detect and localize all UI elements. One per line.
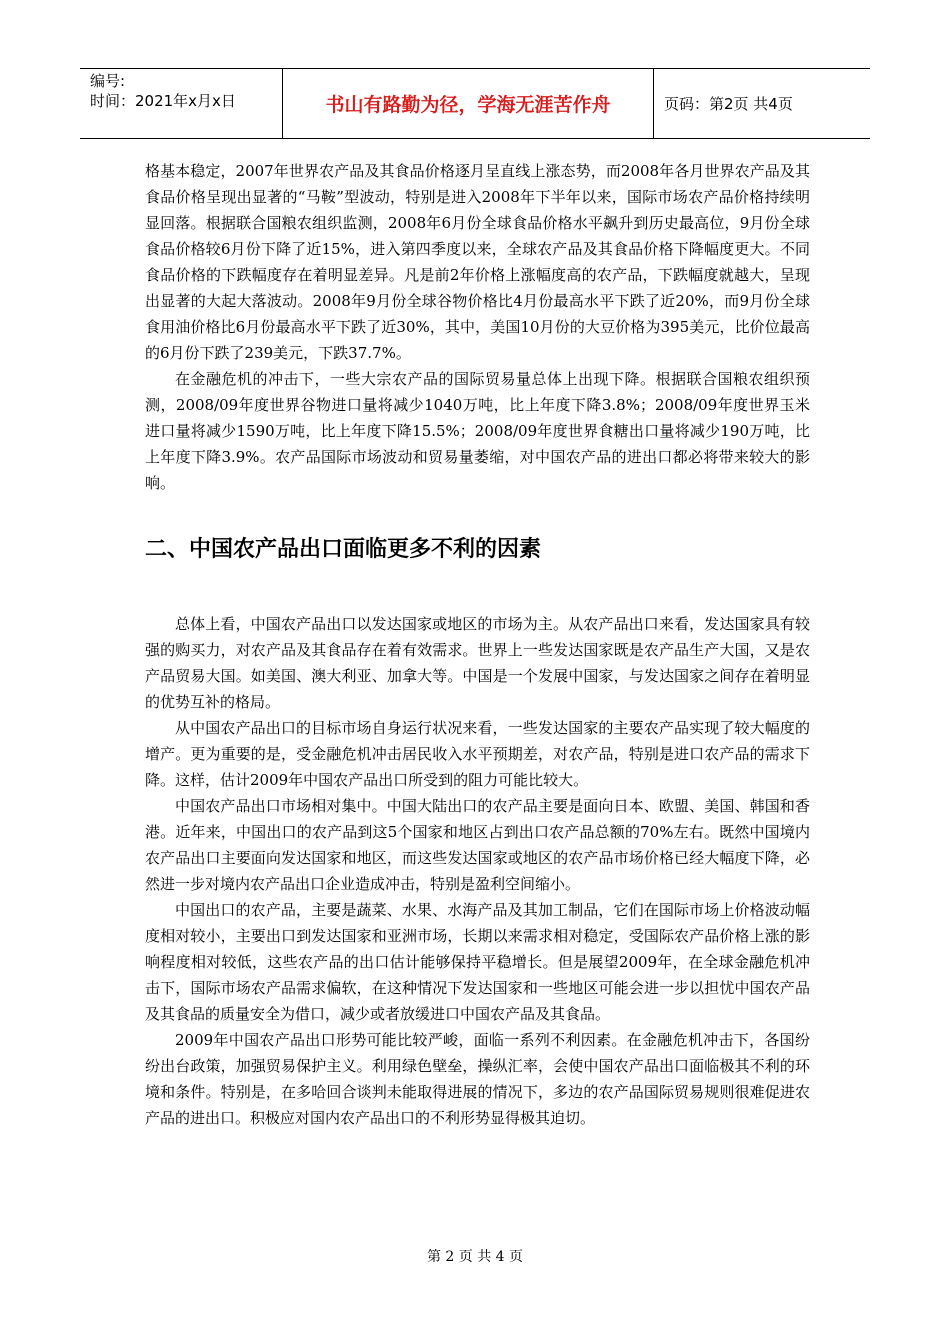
paragraph: 中国出口的农产品，主要是蔬菜、水果、水海产品及其加工制品，它们在国际市场上价格波动幅度相对较小，主要出口到发达国家和亚洲市场，长期以来需求相对稳定，受国际农产品价格上涨的影响程度相对较低，这些农产品的出口估计能够保持平稳增长。但是展望2009年，在全球金融危机冲击下，国际市场农产品需求偏软，在这种情况下发达国家和一些地区可能会进一步以担忧中国农产品及其食品的质量安全为借口，减少或者放缓进口中国农产品及其食品。 (145, 901, 810, 1023)
paragraph: 总体上看，中国农产品出口以发达国家或地区的市场为主。从农产品出口来看，发达国家具有较强的购买力，对农产品及其食品存在着有效需求。世界上一些发达国家既是农产品生产大国，又是农产品贸易大国。如美国、澳大利亚、加拿大等。中国是一个发展中国家，与发达国家之间存在着明显的优势互补的格局。 (145, 615, 810, 711)
page-footer: 第 2 页 共 4 页 (426, 1249, 524, 1265)
time-label: 时间：2021年x月x日 (90, 92, 236, 110)
paragraph: 格基本稳定，2007年世界农产品及其食品价格逐月呈直线上涨态势，而2008年各月世界农产品及其食品价格呈现出显著的“马鞍”型波动，特别是进入2008年下半年以来，国际市场农产品价格持续明显回落。根据联合国粮农组织监测，2008年6月份全球食品价格水平飙升到历史最高位，9月份全球食品价格较6月份下降了近15%，进入第四季度以来，全球农产品及其食品价格下降幅度更大。不同食品价格的下跌幅度存在着明显差异。凡是前2年价格上涨幅度高的农产品，下跌幅度就越大，呈现出显著的大起大落波动。2008年9月份全球谷物价格比4月份最高水平下跌了近20%，而9月份全球食用油价格比6月份最高水平下跌了近30%，其中，美国10月份的大豆价格为395美元，比价位最高的6月份下跌了239美元，下跌37.7%。 (145, 162, 810, 362)
paragraph: 从中国农产品出口的目标市场自身运行状况来看，一些发达国家的主要农产品实现了较大幅度的增产。更为重要的是，受金融危机冲击居民收入水平预期差，对农产品，特别是进口农产品的需求下降。这样，估计2009年中国农产品出口所受到的阻力可能比较大。 (145, 719, 810, 789)
header-meta (80, 69, 283, 138)
paragraph: 在金融危机的冲击下，一些大宗农产品的国际贸易量总体上出现下降。根据联合国粮农组织预测，2008/09年度世界谷物进口量将减少1040万吨，比上年度下降3.8%；2008/09年度世界玉米进口量将减少1590万吨，比上年度下降15.5%；2008/09年度世界食糖出口量将减少190万吨，比上年度下降3.9%。农产品国际市场波动和贸易量萎缩，对中国农产品的进出口都必将带来较大的影响。 (145, 370, 810, 492)
header-motto: 书山有路勤为径，学海无涯苦作舟 (283, 69, 654, 138)
header-page-info: 页码：第2页 共4页 (664, 95, 793, 113)
page-header (80, 68, 870, 139)
document-body (145, 158, 810, 1131)
paragraph: 中国农产品出口市场相对集中。中国大陆出口的农产品主要是面向日本、欧盟、美国、韩国和香港。近年来，中国出口的农产品到这5个国家和地区占到出口农产品总额的70%左右。既然中国境内农产品出口主要面向发达国家和地区，而这些发达国家或地区的农产品市场价格已经大幅度下降，必然进一步对境内农产品出口企业造成冲击，特别是盈利空间缩小。 (145, 797, 810, 893)
paragraph: 2009年中国农产品出口形势可能比较严峻，面临一系列不利因素。在金融危机冲击下，各国纷纷出台政策，加强贸易保护主义。利用绿色壁垒，操纵汇率，会使中国农产品出口面临极其不利的环境和条件。特别是，在多哈回合谈判未能取得进展的情况下，多边的农产品国际贸易规则很难促进农产品的进出口。积极应对国内农产品出口的不利形势显得极其迫切。 (145, 1031, 810, 1127)
section-title: 二、中国农产品出口面临更多不利的因素 (145, 537, 542, 562)
number-label: 编号: (90, 72, 126, 90)
